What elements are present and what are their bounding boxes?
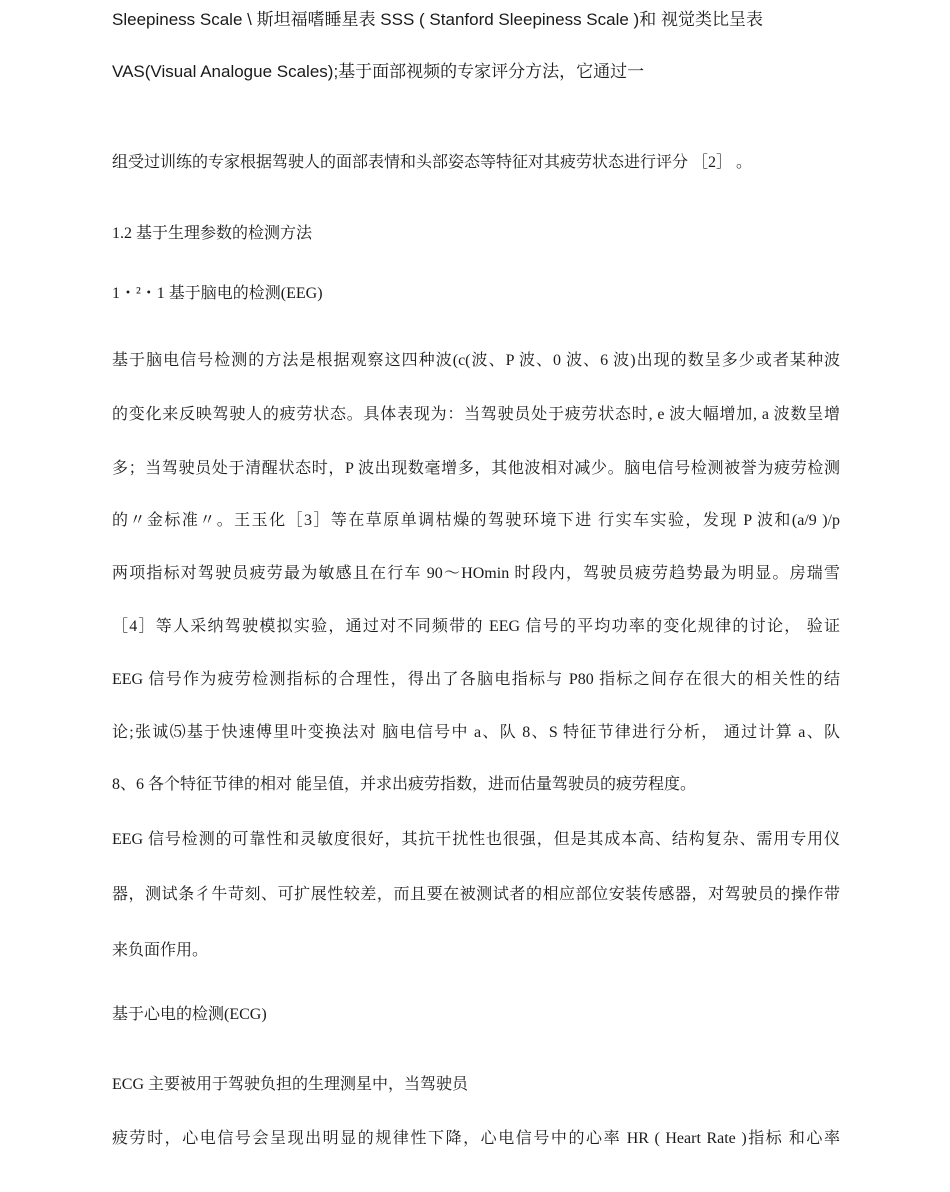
text-line: 疲劳时，心电信号会呈现出明显的规律性下降，心电信号中的心率 HR ( Heart Rate )指标 和心率 [112,1130,840,1147]
text-line: VAS(Visual Analogue Scales);基于面部视频的专家评分方法，它通过一 [112,62,645,81]
text-line: ECG 主要被用于驾驶负担的生理测星中，当驾驶员 [112,1076,469,1093]
text-line: EEG 信号检测的可靠性和灵敏度很好，其抗干扰性也很强，但是其成本高、结构复杂、需用专用仪 [112,831,840,848]
text-line: 两项指标对驾驶员疲劳最为敏感且在行车 90〜HOmin 时段内，驾驶员疲劳趋势最为明显。房瑞雪 [112,565,840,582]
text-line: 基于脑电信号检测的方法是根据观察这四种波(c(波、P 波、0 波、6 波)出现的数呈多少或者某种波 [112,352,840,369]
subsection-heading: 1・²・1 基于脑电的检测(EEG) [112,285,323,302]
text-line: Sleepiness Scale \ 斯坦福嗜睡星表 SSS ( Stanford Sleepiness Scale )和 视觉类比呈表 [112,10,763,29]
subsection-heading: 基于心电的检测(ECG) [112,1006,267,1023]
text-line: 来负面作用。 [112,942,209,959]
section-heading: 1.2 基于生理参数的检测方法 [112,225,313,242]
text-line: EEG 信号作为疲劳检测指标的合理性，得出了各脑电指标与 P80 指标之间存在很大的相关性的结 [112,671,840,688]
text-line: 器，测试条彳牛苛刻、可扩展性较差，而且要在被测试者的相应部位安装传感器，对驾驶员的操作带 [112,886,840,903]
text-line: 的〃金标准〃。王玉化［3］等在草原单调枯燥的驾驶环境下进 行实车实验，发现 P 波和(a/9 )/p [112,512,840,529]
text-line: 多；当驾驶员处于清醒状态时，P 波出现数毫增多，其他波相对减少。脑电信号检测被誉为疲劳检测 [112,460,840,477]
text-line: 的变化来反映驾驶人的疲劳状态。具体表现为：当驾驶员处于疲劳状态时, e 波大幅增加, a 波数呈增 [112,406,840,423]
text-line: ［4］等人采纳驾驶模拟实验，通过对不同频带的 EEG 信号的平均功率的变化规律的讨论， 验证 [112,618,840,635]
text-line: 8、6 各个特征节律的相对 能呈值，并求出疲劳指数，进而估量驾驶员的疲劳程度。 [112,776,697,793]
text-line: 论;张诚⑸基于快速傅里叶变换法对 脑电信号中 a、队 8、S 特征节律进行分析， 通过计算 a、队 [112,724,840,741]
text-line: 组受过训练的专家根据驾驶人的面部表情和头部姿态等特征对其疲劳状态进行评分 ［2］ 。 [112,154,753,171]
